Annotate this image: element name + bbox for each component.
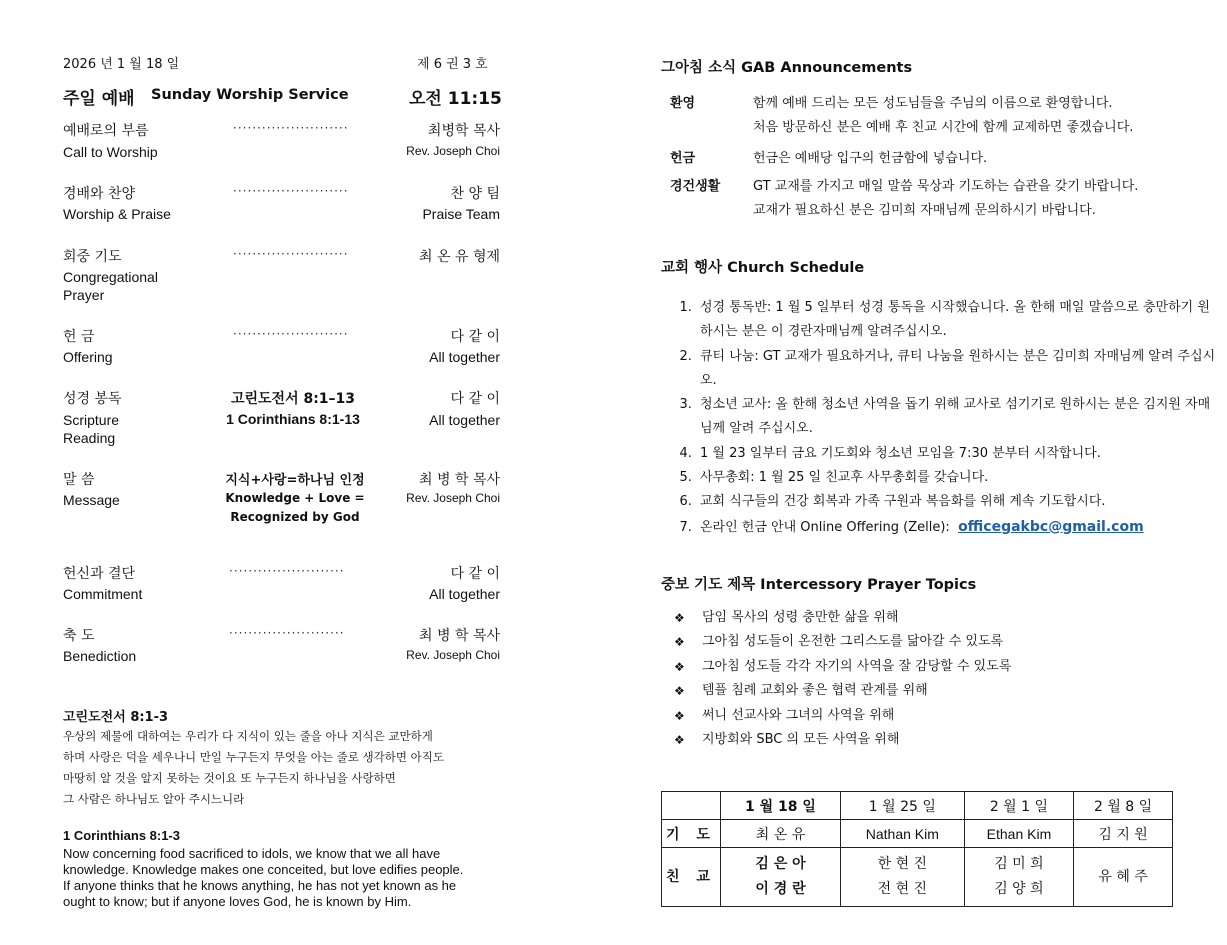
duty-table-header: [662, 792, 1173, 820]
order-item-ko: 헌 금: [63, 329, 95, 345]
row-label: 친 교: [662, 848, 721, 907]
order-item-ko: 헌신과 결단: [63, 566, 136, 582]
online-offering-label: 온라인 헌금 안내 Online Offering (Zelle):: [700, 519, 950, 535]
service-time: 오전 11:15: [409, 89, 502, 109]
order-item-en: Congregational: [63, 269, 158, 285]
leader-ko: 최 병 학 목사: [419, 472, 500, 488]
order-item-en-cont: Prayer: [63, 287, 105, 303]
diamond-bullet-icon: ❖: [674, 733, 685, 748]
leader-dots: ························: [229, 626, 345, 640]
scripture-en-line: If anyone thinks that he knows anything, he has not yet known as he: [63, 878, 457, 893]
order-item-en: Call to Worship: [63, 144, 158, 160]
duty-row-fellowship: [662, 848, 1173, 907]
duty-table: [661, 791, 1173, 907]
leader-dots: ························: [233, 121, 349, 135]
order-item-en: Benediction: [63, 648, 137, 664]
schedule-title: 교회 행사 Church Schedule: [661, 260, 865, 276]
order-item-en-cont: Reading: [63, 430, 116, 446]
duty-cell: 최 온 유: [721, 820, 841, 848]
leader-en: Rev. Joseph Choi: [406, 491, 500, 505]
date-cell: 1 월 25 일: [840, 792, 964, 820]
duty-cell: 김 은 아 이 경 란: [721, 848, 841, 907]
prayer-item: ❖ 담임 목사의 성령 충만한 삶을 위해: [674, 606, 1011, 630]
announcement-label: 경건생활: [670, 179, 721, 194]
leader-en: All together: [429, 412, 500, 428]
sermon-title-ko: 지식+사랑=하나님 인정: [225, 473, 365, 488]
leader-en: Rev. Joseph Choi: [406, 144, 500, 158]
duty-row-prayer: [662, 820, 1173, 848]
order-item-ko: 성경 봉독: [63, 391, 122, 407]
schedule-item: 4. 1 월 23 일부터 금요 기도회와 청소년 모임을 7:30 분부터 시작합니다.: [696, 442, 1216, 466]
leader-ko: 최 병 학 목사: [419, 628, 500, 644]
schedule-item: 3. 청소년 교사: 올 한해 청소년 사역을 돕기 위해 교사로 섬기기로 원하시는 분은 김지원 자매님께 알려 주십시오.: [696, 393, 1216, 442]
leader-ko: 찬 양 팀: [450, 186, 500, 202]
leader-ko: 다 같 이: [450, 566, 500, 582]
order-item-en: Scripture: [63, 412, 120, 428]
leader-ko: 다 같 이: [450, 329, 500, 345]
scripture-ko-line: 마땅히 알 것을 알지 못하는 것이요 또 누구든지 하나님을 사랑하면: [63, 771, 396, 785]
order-item-ko: 회중 기도: [63, 249, 122, 265]
announcement-text: 처음 방문하신 분은 예배 후 친교 시간에 함께 교제하면 좋겠습니다.: [753, 120, 1134, 135]
prayer-item: ❖ 그아침 성도들 각각 자기의 사역을 잘 감당할 수 있도록: [674, 655, 1011, 679]
announcement-text: 함께 예배 드리는 모든 성도님들을 주님의 이름으로 환영합니다.: [753, 96, 1113, 111]
leader-en: All together: [429, 349, 500, 365]
scripture-en-line: ought to know; but if anyone loves God, he is known by Him.: [63, 894, 412, 909]
order-item-en: Message: [63, 492, 120, 508]
row-label: 기 도: [662, 820, 721, 848]
diamond-bullet-icon: ❖: [674, 659, 685, 674]
leader-en: Rev. Joseph Choi: [406, 648, 500, 662]
scripture-ref-en: 1 Corinthians 8:1-13: [226, 411, 360, 427]
scripture-ko-line: 하며 사랑은 덕을 세우나니 만일 누구든지 무엇을 아는 줄로 생각하면 아직도: [63, 750, 444, 764]
duty-cell: 유 혜 주: [1074, 848, 1173, 907]
scripture-ko-line: 그 사람은 하나님도 알아 주시느니라: [63, 792, 245, 806]
schedule-item: 2. 큐티 나눔: GT 교재가 필요하거나, 큐티 나눔을 원하시는 분은 김미희 자매님께 알려 주십시오.: [696, 345, 1216, 394]
date-cell: 1 월 18 일: [721, 792, 841, 820]
leader-dots: ························: [233, 327, 349, 341]
announcements-title: 그아침 소식 GAB Announcements: [661, 60, 913, 76]
service-date: 2026 년 1 월 18 일: [63, 57, 180, 72]
leader-dots: ························: [233, 184, 349, 198]
title-ko: 주일 예배: [63, 89, 135, 109]
diamond-bullet-icon: ❖: [674, 708, 685, 723]
leader-en: All together: [429, 586, 500, 602]
prayer-list: [674, 606, 1011, 752]
leader-ko: 최 온 유 형제: [419, 249, 500, 265]
order-item-ko: 축 도: [63, 628, 95, 644]
order-item-en: Commitment: [63, 586, 143, 602]
diamond-bullet-icon: ❖: [674, 611, 685, 625]
scripture-ko-title: 고린도전서 8:1-3: [63, 710, 169, 725]
scripture-en-line: knowledge. Knowledge makes one conceited, but love edifies people.: [63, 862, 464, 877]
duty-cell: 김 지 원: [1074, 820, 1173, 848]
order-item-ko: 예배로의 부름: [63, 123, 149, 139]
prayer-item: ❖ 지방회와 SBC 의 모든 사역을 위해: [674, 728, 1011, 752]
prayer-title: 중보 기도 제목 Intercessory Prayer Topics: [661, 577, 977, 593]
announcement-text: 교재가 필요하신 분은 김미희 자매님께 문의하시기 바랍니다.: [753, 203, 1096, 218]
order-item-en: Offering: [63, 349, 113, 365]
announcement-label: 환영: [670, 96, 696, 111]
order-item-ko: 말 씀: [63, 472, 95, 488]
duty-cell: 한 현 진 전 현 진: [840, 848, 964, 907]
schedule-item-online: [696, 515, 1216, 540]
order-item-en: Worship & Praise: [63, 206, 171, 222]
leader-ko: 다 같 이: [450, 391, 500, 407]
diamond-bullet-icon: ❖: [674, 684, 685, 699]
prayer-item: ❖ 써니 선교사와 그녀의 사역을 위해: [674, 704, 1011, 728]
announcement-label: 헌금: [670, 151, 696, 166]
leader-ko: 최병학 목사: [427, 123, 500, 139]
announcement-text: GT 교재를 가지고 매일 말씀 묵상과 기도하는 습관을 갖기 바랍니다.: [753, 179, 1139, 194]
schedule-item: 1. 성경 통독반: 1 월 5 일부터 성경 통독을 시작했습니다. 올 한해 매일 말씀으로 충만하기 원하시는 분은 이 경란자매님께 알려주십시오.: [696, 296, 1216, 345]
prayer-item: ❖ 템플 침례 교회와 좋은 협력 관계를 위해: [674, 679, 1011, 703]
email-link[interactable]: officegakbc@gmail.com: [958, 518, 1144, 535]
announcement-text: 헌금은 예배당 입구의 헌금함에 넣습니다.: [753, 151, 988, 166]
scripture-ref-ko: 고린도전서 8:1–13: [230, 391, 356, 407]
leader-dots: ························: [233, 247, 349, 261]
leader-en: Praise Team: [422, 206, 500, 222]
date-cell: 2 월 8 일: [1074, 792, 1173, 820]
sermon-title-en: Knowledge + Love =: [225, 491, 365, 505]
leader-dots: ························: [229, 564, 345, 578]
prayer-item: ❖ 그아침 성도들이 온전한 그리스도를 닮아갈 수 있도록: [674, 630, 1011, 654]
duty-cell: 김 미 희 김 양 희: [964, 848, 1073, 907]
sermon-title-en-cont: Recognized by God: [230, 510, 360, 524]
date-cell: 2 월 1 일: [964, 792, 1073, 820]
schedule-list: [670, 296, 1216, 540]
scripture-ko-line: 우상의 제물에 대하여는 우리가 다 지식이 있는 줄을 아나 지식은 교만하게: [63, 729, 433, 743]
order-item-ko: 경배와 찬양: [63, 186, 136, 202]
empty-cell: [662, 792, 721, 820]
title-en: Sunday Worship Service: [151, 87, 349, 103]
issue-number: 제 6 권 3 호: [417, 57, 488, 72]
scripture-en-line: Now concerning food sacrificed to idols, we know that we all have: [63, 846, 441, 861]
scripture-en-title: 1 Corinthians 8:1-3: [63, 828, 181, 843]
schedule-item: 5. 사무총회: 1 월 25 일 친교후 사무총회를 갖습니다.: [696, 466, 1216, 490]
duty-cell: Ethan Kim: [964, 820, 1073, 848]
schedule-item: 6. 교회 식구들의 건강 회복과 가족 구원과 복음화를 위해 계속 기도합시다.: [696, 490, 1216, 514]
duty-cell: Nathan Kim: [840, 820, 964, 848]
diamond-bullet-icon: ❖: [674, 635, 685, 650]
